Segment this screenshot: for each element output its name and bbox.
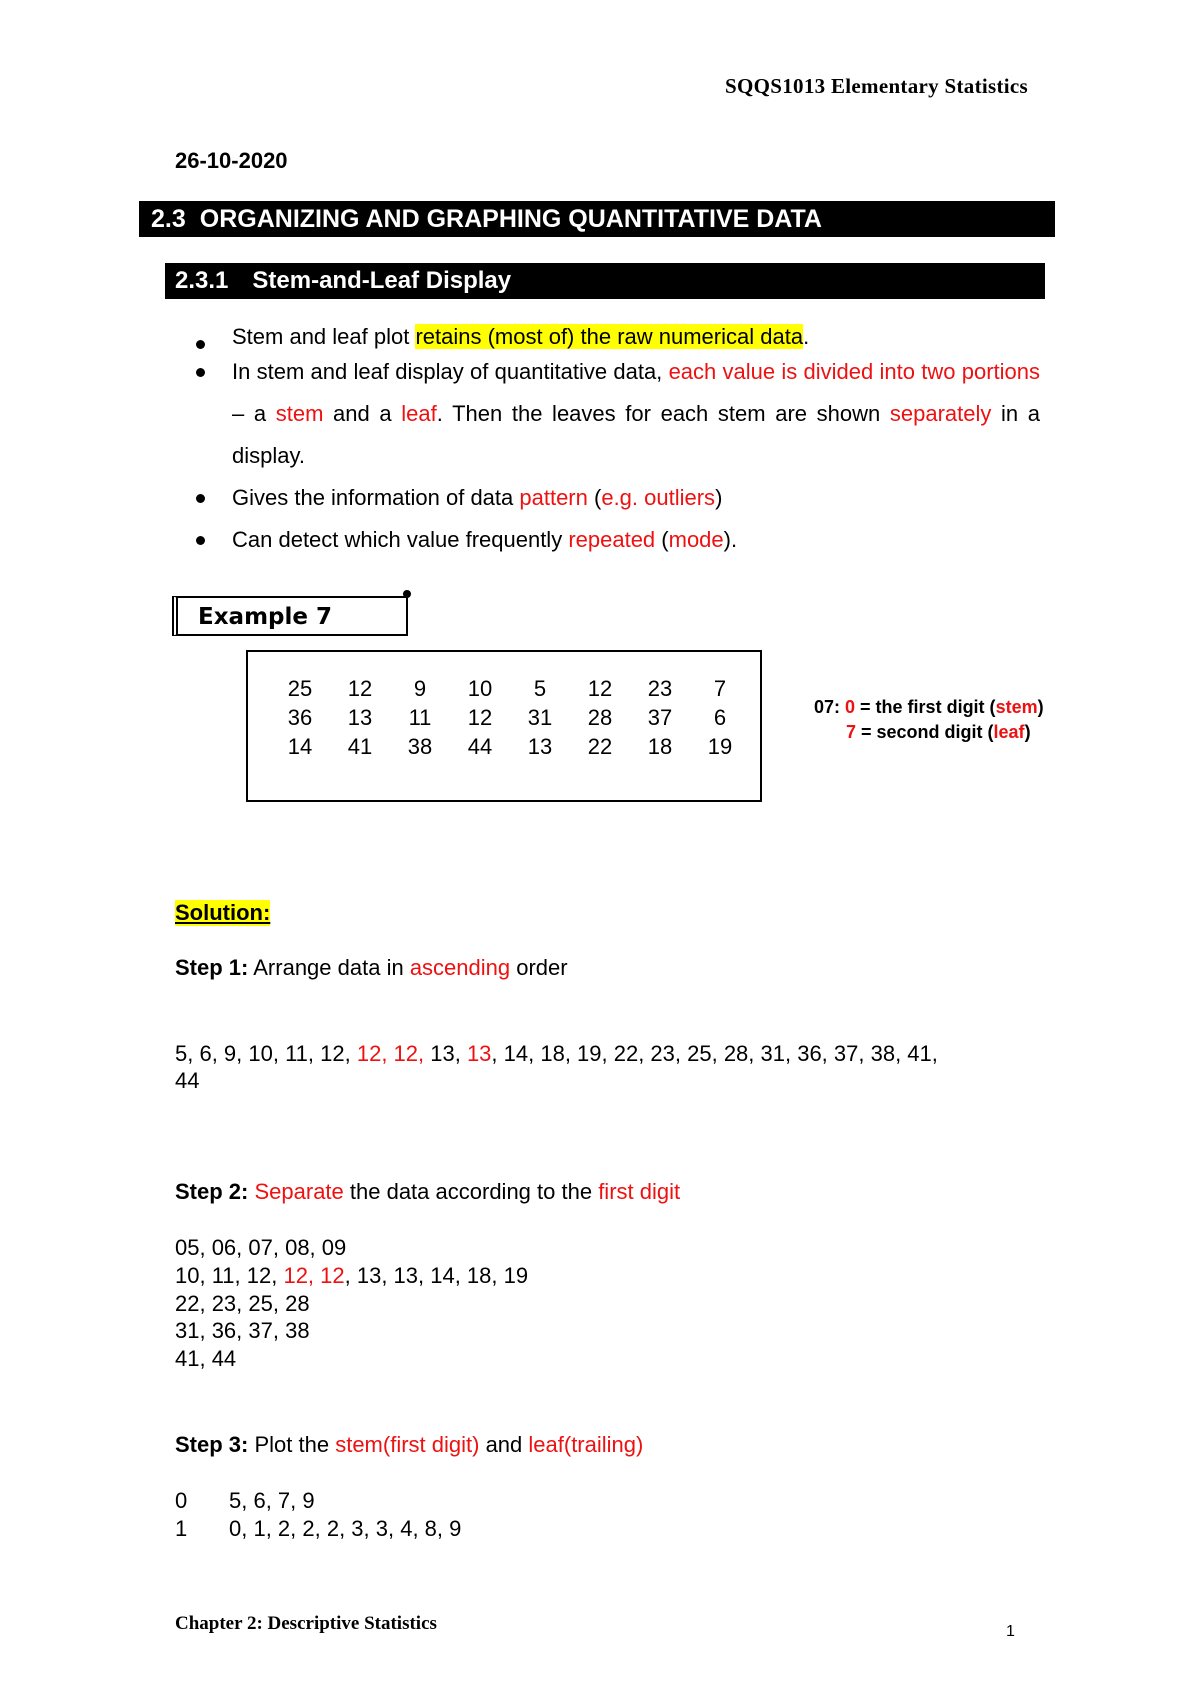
text: ( [655, 527, 669, 552]
stem-leaf-key [814, 695, 1044, 745]
step-label: Step 2: [175, 1179, 249, 1204]
step1-heading [175, 955, 568, 981]
emphasis-text: mode [668, 527, 724, 552]
emphasis-text: 12, 12 [283, 1263, 345, 1288]
data-cell: 23 [647, 676, 673, 701]
stem-leaf-row [175, 1516, 461, 1542]
text: ) [715, 485, 723, 510]
group-line: 22, 23, 25, 28 [175, 1291, 310, 1316]
emphasis-text: Separate [254, 1179, 344, 1204]
emphasis-text: stem [275, 401, 324, 426]
emphasis-text: 7 [846, 722, 857, 742]
data-cell: 31 [527, 705, 553, 730]
bullet-item [190, 519, 1040, 561]
emphasis-text: leaf [401, 401, 437, 426]
emphasis-text: e.g. outliers [601, 485, 716, 510]
data-cell: 9 [413, 676, 427, 701]
data-cell: 6 [713, 705, 727, 730]
step-label: Step 1: [175, 955, 249, 980]
sorted-sequence-cont: 44 [175, 1068, 200, 1093]
bullet-item [190, 323, 1040, 351]
section-title: ORGANIZING AND GRAPHING QUANTITATIVE DATA [199, 204, 822, 233]
data-cell: 37 [647, 705, 673, 730]
group-line [175, 1263, 528, 1289]
data-cell: 10 [467, 676, 493, 701]
example-label: Example 7 [198, 604, 332, 630]
text: 10, 11, 12, [175, 1263, 284, 1288]
text: Arrange data in [248, 955, 410, 980]
subsection-title: Stem-and-Leaf Display [252, 267, 512, 294]
text: . Then the leaves for each stem are shown [436, 401, 890, 426]
raw-data-table [270, 674, 750, 761]
data-row [270, 674, 750, 703]
course-header: SQQS1013 Elementary Statistics [725, 74, 1028, 98]
emphasis-text: each value is divided into two portions [668, 359, 1040, 384]
text: in a display. [232, 401, 1040, 468]
text: ). [723, 527, 738, 552]
text: , 13, 13, 14, 18, 19 [344, 1263, 529, 1288]
text: 5, 6, 9, 10, 11, 12, [175, 1041, 357, 1066]
emphasis-text: stem(first digit) [335, 1432, 480, 1457]
data-cell: 22 [587, 734, 613, 759]
emphasis-text: 13 [466, 1041, 492, 1066]
emphasis-text: pattern [519, 485, 588, 510]
data-cell: 25 [287, 676, 313, 701]
data-row [270, 703, 750, 732]
example-label-box [172, 596, 408, 636]
step-label: Step 3: [175, 1432, 249, 1457]
data-cell: 36 [287, 705, 313, 730]
text: ) [1037, 697, 1044, 717]
emphasis-text: repeated [568, 527, 656, 552]
data-cell: 7 [713, 676, 727, 701]
text: and a [323, 401, 402, 426]
data-cell: 12 [467, 705, 493, 730]
bullet-list [190, 323, 1040, 561]
scroll-dot-icon [403, 590, 411, 598]
data-cell: 38 [407, 734, 433, 759]
stem-leaf-row [175, 1488, 315, 1514]
highlighted-text: retains (most of) the raw numerical data [415, 324, 804, 349]
text: and [479, 1432, 529, 1457]
data-cell: 12 [347, 676, 373, 701]
footer-chapter: Chapter 2: Descriptive Statistics [175, 1613, 437, 1634]
bullet-item [190, 477, 1040, 519]
document-date: 26-10-2020 [175, 148, 288, 173]
section-number: 2.3 [151, 204, 186, 233]
data-cell: 44 [467, 734, 493, 759]
section-heading [139, 201, 1055, 237]
step2-heading [175, 1179, 680, 1205]
solution-title: Solution: [175, 900, 271, 925]
step3-heading [175, 1432, 643, 1458]
subsection-heading [165, 263, 1045, 299]
emphasis-text: ascending [409, 955, 511, 980]
raw-data-box [246, 650, 762, 802]
text: Gives the information of data [232, 485, 520, 510]
emphasis-text: stem [995, 697, 1038, 717]
data-cell: 18 [647, 734, 673, 759]
text: . [803, 324, 810, 349]
group-line: 31, 36, 37, 38 [175, 1318, 310, 1343]
text: In stem and leaf display of quantitative data, [232, 359, 669, 384]
emphasis-text: leaf [993, 722, 1025, 742]
stem-value: 1 [175, 1516, 188, 1541]
text: Plot the [248, 1432, 336, 1457]
emphasis-text: 0 [845, 697, 856, 717]
text: Can detect which value frequently [232, 527, 569, 552]
emphasis-text: separately [889, 401, 992, 426]
group-line: 41, 44 [175, 1346, 237, 1371]
data-cell: 41 [347, 734, 373, 759]
data-cell: 13 [527, 734, 553, 759]
stem-value: 0 [175, 1488, 188, 1513]
text: – a [232, 401, 276, 426]
group-line: 05, 06, 07, 08, 09 [175, 1235, 347, 1260]
data-cell: 19 [707, 734, 733, 759]
text: 13, [424, 1041, 467, 1066]
text: Stem and leaf plot [232, 324, 416, 349]
text: ) [1024, 722, 1031, 742]
data-cell: 11 [408, 705, 432, 730]
data-cell: 12 [587, 676, 613, 701]
text: ( [587, 485, 602, 510]
emphasis-text: 12, 12, [356, 1041, 425, 1066]
text: , 14, 18, 19, 22, 23, 25, 28, 31, 36, 37, 38, 41, [491, 1041, 938, 1066]
data-cell: 14 [287, 734, 313, 759]
data-cell: 5 [533, 676, 547, 701]
leaf-values: 5, 6, 7, 9 [229, 1488, 315, 1513]
data-cell: 28 [587, 705, 613, 730]
key-line-2 [814, 720, 1044, 745]
emphasis-text: leaf(trailing) [528, 1432, 644, 1457]
page-number: 1 [1006, 1623, 1015, 1640]
data-cell: 13 [347, 705, 373, 730]
text: order [510, 955, 568, 980]
text: 07: [814, 697, 846, 717]
text: = the first digit ( [855, 697, 996, 717]
key-line-1 [814, 695, 1044, 720]
bullet-item [190, 351, 1040, 477]
leaf-values: 0, 1, 2, 2, 2, 3, 3, 4, 8, 9 [229, 1516, 462, 1541]
data-row [270, 732, 750, 761]
emphasis-text: first digit [598, 1179, 681, 1204]
text: = second digit ( [856, 722, 994, 742]
text: the data according to the [343, 1179, 599, 1204]
sorted-sequence [175, 1041, 938, 1067]
subsection-number: 2.3.1 [175, 267, 229, 294]
